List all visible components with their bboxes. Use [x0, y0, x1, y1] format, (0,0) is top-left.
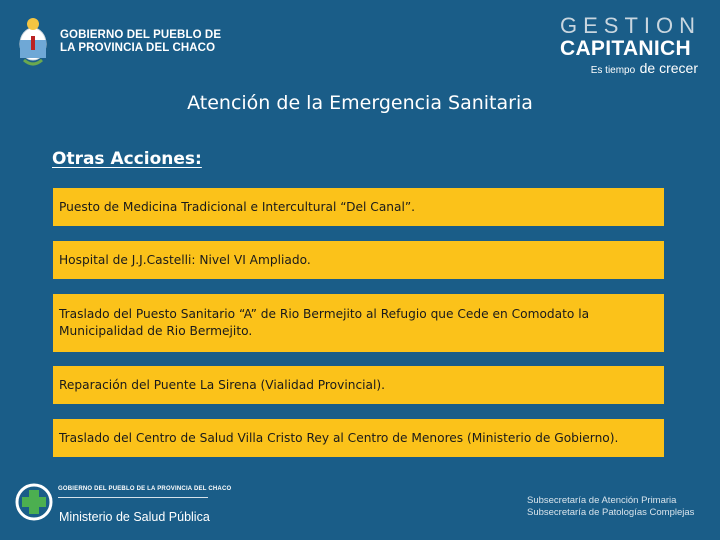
capitanich-word: CAPITANICH [560, 37, 691, 60]
health-banner: GOBIERNO DEL PUEBLO DE LA PROVINCIA DEL CHACO [58, 486, 232, 492]
action-item-text: Reparación del Puente La Sirena (Vialidad Provincial). [59, 377, 386, 392]
slogan-big: de crecer [639, 60, 698, 76]
government-line-1: GOBIERNO DEL PUEBLO DE [60, 29, 222, 41]
action-item-text: Hospital de J.J.Castelli: Nivel VI Ampliado. [59, 252, 311, 267]
government-name [60, 29, 221, 55]
action-item-text: Traslado del Puesto Sanitario “A” de Rio Bermejito al Refugio que Cede en Comodato la Municipalidad de Rio Bermejito. [59, 307, 590, 338]
slide-title: Atención de la Emergencia Sanitaria [187, 92, 533, 114]
slogan [560, 60, 700, 79]
section-subtitle: Otras Acciones: [52, 149, 202, 169]
subsecretariat-2: Subsecretaría de Patologías Complejas [527, 507, 695, 518]
action-item-text: Traslado del Centro de Salud Villa Cristo Rey al Centro de Menores (Ministerio de Gobierno). [59, 430, 619, 445]
gestion-logo [560, 15, 700, 79]
gestion-word: GESTION [560, 13, 702, 38]
province-coat-of-arms-icon [14, 14, 52, 68]
action-item-text: Puesto de Medicina Tradicional e Intercultural “Del Canal”. [59, 199, 416, 214]
action-item [53, 294, 664, 352]
action-item [53, 419, 664, 457]
government-line-2: LA PROVINCIA DEL CHACO [60, 42, 216, 54]
action-item [53, 188, 664, 226]
slogan-small: Es tiempo [590, 65, 636, 76]
health-divider [58, 497, 208, 498]
ministry-name: Ministerio de Salud Pública [59, 510, 210, 524]
health-cross-icon [14, 482, 54, 522]
action-item [53, 366, 664, 404]
subsecretariats [527, 495, 694, 519]
subsecretariat-1: Subsecretaría de Atención Primaria [527, 495, 677, 506]
action-item [53, 241, 664, 279]
